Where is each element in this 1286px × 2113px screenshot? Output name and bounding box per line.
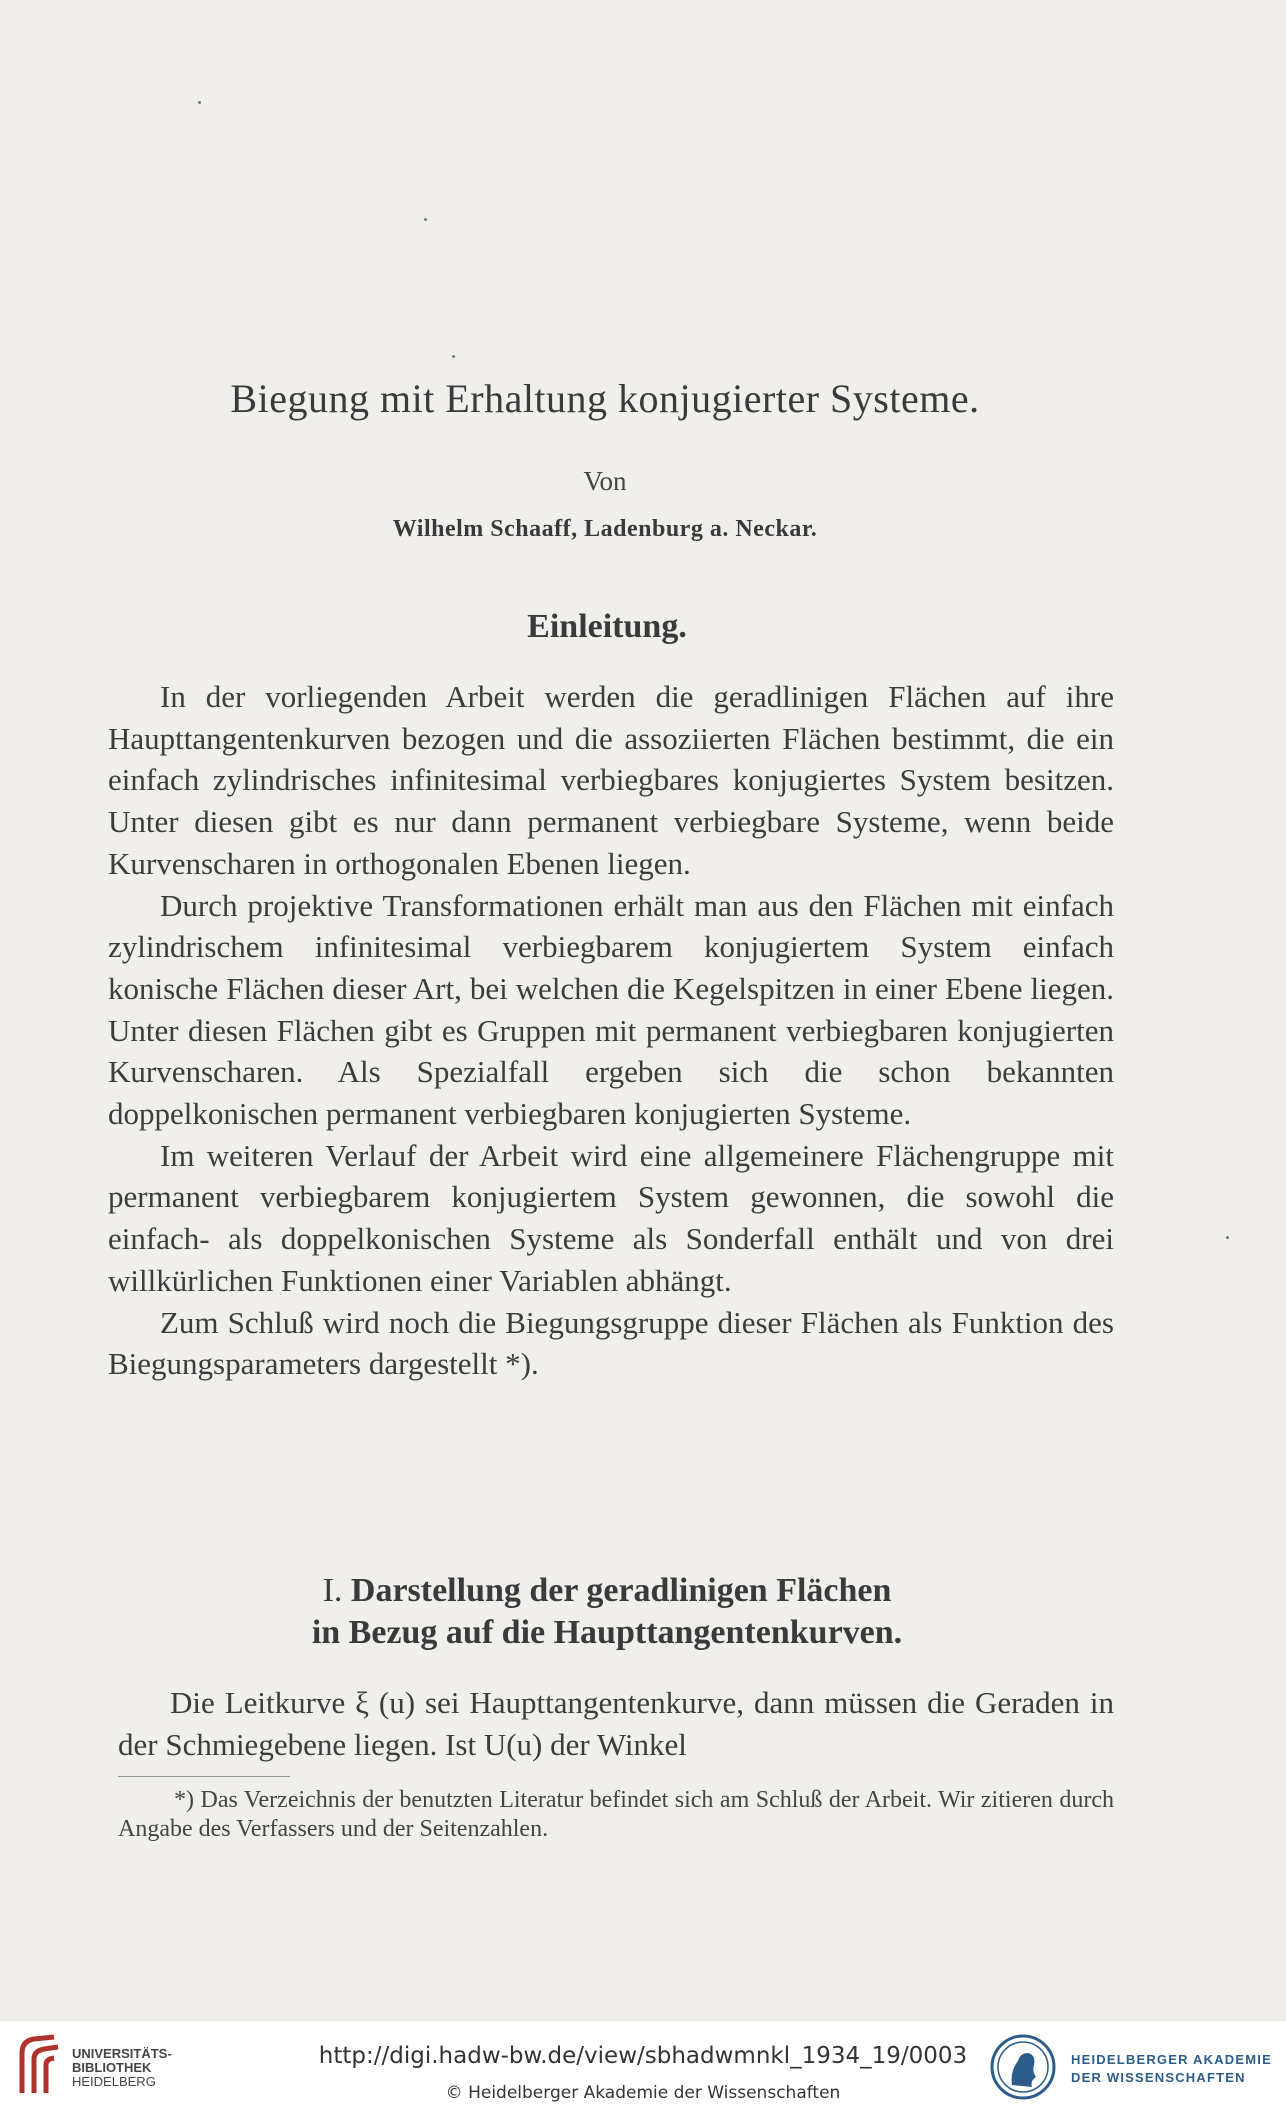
chapter-title-line2: in Bezug auf die Haupttangentenkurven. bbox=[311, 1614, 903, 1651]
chapter-title-line1: Darstellung der geradlinigen Flächen bbox=[350, 1572, 892, 1609]
library-name-line: HEIDELBERG bbox=[72, 2074, 156, 2089]
scan-speck bbox=[198, 101, 201, 104]
footnote bbox=[118, 1786, 1114, 1844]
paragraph: Durch projektive Transformationen erhält man aus den Flächen mit einfach zylindrischem infinitesimal verbiegbarem konjugiertem System einfach konische Flächen dieser Art, bei welchen die Kegelspitzen in einer Ebene liegen. Unter diesen Flächen gibt es Gruppen mit permanent verbiegbaren konjugierten Kurvenscharen. Als Spezialfall ergeben sich die schon bekannten doppelkonischen permanent verbiegbaren konjugierten Systeme. bbox=[108, 887, 1114, 1132]
author-line: Wilhelm Schaaff, Ladenburg a. Neckar. bbox=[392, 516, 818, 542]
copyright-notice: © Heidelberger Akademie der Wissenschaften bbox=[445, 2083, 841, 2103]
article-title: Biegung mit Erhaltung konjugierter Systeme. bbox=[230, 376, 980, 421]
paragraph: Zum Schluß wird noch die Biegungsgruppe dieser Flächen als Funktion des Biegungsparameters dargestellt *). bbox=[108, 1304, 1114, 1382]
paragraph: Im weiteren Verlauf der Arbeit wird eine allgemeinere Flächengruppe mit permanent verbiegbarem konjugiertem System gewonnen, die sowohl die einfach- als doppelkonischen Systeme als Sonderfall enthält und von drei willkürlichen Funktionen einer Variablen abhängt. bbox=[108, 1137, 1114, 1298]
library-name-line: UNIVERSITÄTS- bbox=[72, 2046, 172, 2061]
intro-text bbox=[108, 676, 1114, 1385]
footer-bar bbox=[0, 2020, 1286, 2113]
chapter-text bbox=[118, 1682, 1114, 1766]
paragraph: In der vorliegenden Arbeit werden die geradlinigen Flächen auf ihre Haupttangentenkurven bezogen und die assoziierten Flächen bestimmt, die ein einfach zylindrisches infinitesimal verbiegbares konjugiertes System besitzen. Unter diesen gibt es nur dann permanent verbiegbare Systeme, wenn beide Kurvenscharen in orthogonalen Ebenen liegen. bbox=[108, 679, 1114, 881]
library-name-line: BIBLIOTHEK bbox=[72, 2060, 152, 2075]
paragraph: Die Leitkurve ξ (u) sei Haupttangentenkurve, dann müssen die Geraden in der Schmiegebene liegen. Ist U(u) der Winkel bbox=[118, 1685, 1114, 1762]
academy-name-line: HEIDELBERGER AKADEMIE bbox=[1071, 2052, 1272, 2067]
academy-name-line: DER WISSENSCHAFTEN bbox=[1071, 2070, 1246, 2085]
footnote-text: *) Das Verzeichnis der benutzten Literatur befindet sich am Schluß der Arbeit. Wir zitieren durch Angabe des Verfassers und der Seitenzahlen. bbox=[118, 1787, 1114, 1842]
scan-speck bbox=[1226, 1236, 1229, 1239]
chapter-heading bbox=[0, 1570, 1214, 1654]
scan-speck bbox=[424, 218, 427, 221]
section-heading: Einleitung. bbox=[527, 608, 687, 645]
scan-speck bbox=[452, 355, 455, 358]
footnote-rule bbox=[118, 1776, 290, 1777]
chapter-number: I. bbox=[322, 1572, 343, 1609]
byline-von: Von bbox=[583, 466, 627, 496]
academy-name bbox=[1071, 2051, 1272, 2087]
academy-seal-icon bbox=[990, 2031, 1056, 2103]
permalink-url[interactable]: http://digi.hadw-bw.de/view/sbhadwmnkl_1934_19/0003 bbox=[318, 2043, 968, 2069]
